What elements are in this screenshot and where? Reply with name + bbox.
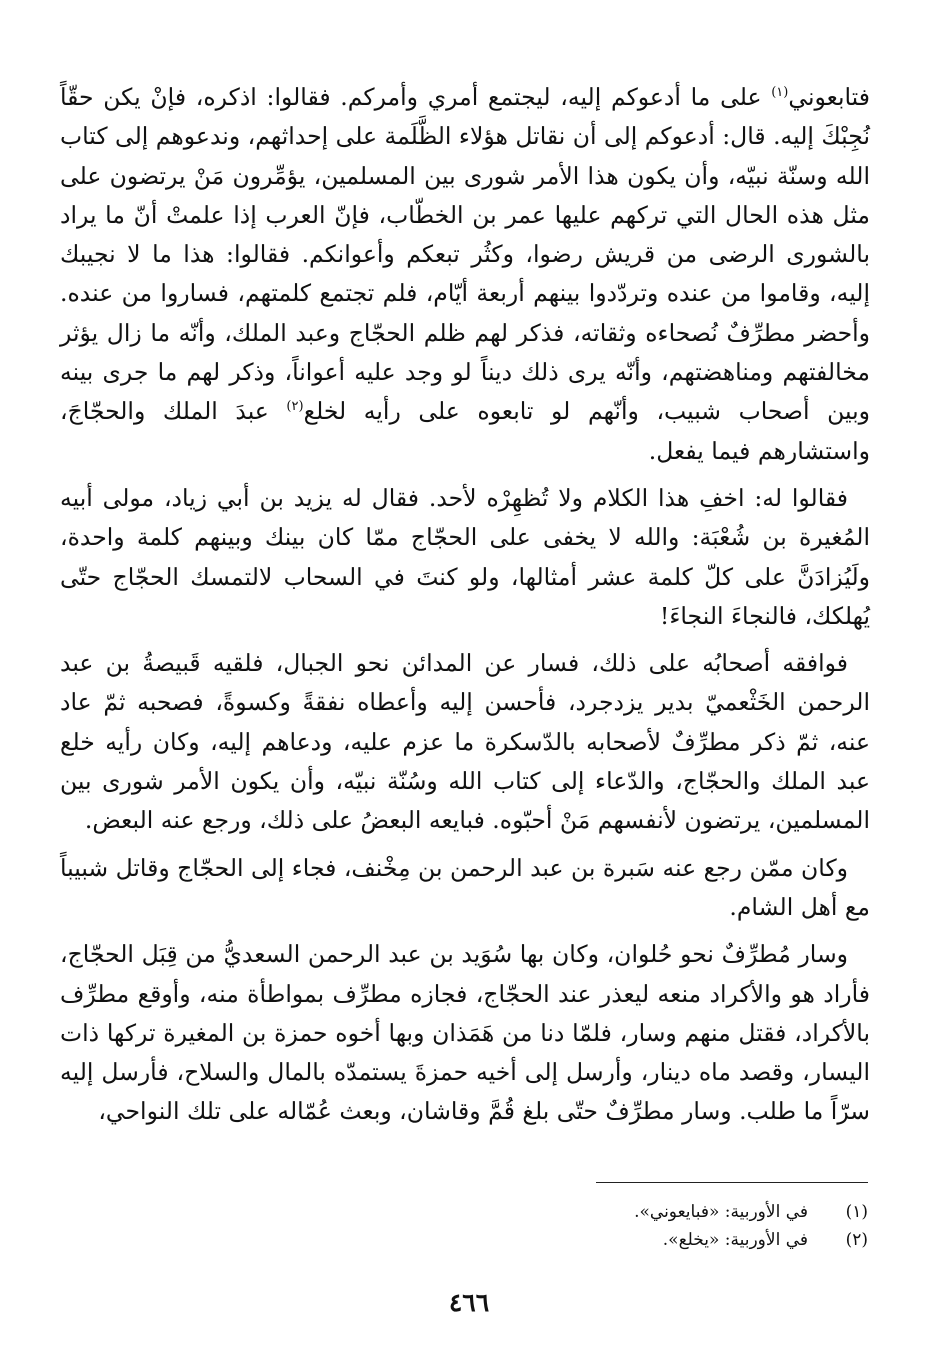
paragraph-1 [60, 78, 870, 471]
footnote-ref-1: (١) [771, 85, 789, 101]
paragraph-1-start: فتابعوني [788, 83, 870, 111]
paragraph-2: فقالوا له: اخفِ هذا الكلام ولا تُظهِرْه لأحد. فقال له يزيد بن أبي زياد، مولى أبيه المُغيرة بن شُعْبَة: والله لا يخفى على الحجّاج ممّا كان بينك وبينهم كلمة واحدة، ولَيُزادَنَّ على كلّ كلمة عشر أمثالها، ولو كنتَ في السحاب لالتمسك الحجّاج حتّى يُهلكك، فالنجاءَ النجاءَ! [60, 483, 870, 630]
page-body [60, 78, 870, 1132]
footnote-number: (٢) [845, 1230, 868, 1250]
footnote-number: (١) [845, 1202, 868, 1222]
footnote-text: في الأوربية: «يخلع». [662, 1230, 808, 1250]
paragraph-3: فوافقه أصحابُه على ذلك، فسار عن المدائن نحو الجبال، فلقيه قَبيصةُ بن عبد الرحمن الخَثْعميّ بدير يزدجرد، فأحسن إليه وأعطاه نفقةً وكسوةً، فصحبه ثمّ عاد عنه، ثمّ ذكر مطرِّفٌ لأصحابه بالدّسكرة ما عزم عليه، ودعاهم إليه، وكان رأيه خلع عبد الملك والحجّاج، والدّعاء إلى كتاب الله وسُنّة نبيّه، وأن يكون الأمر شورى بين المسلمين، يرتضون لأنفسهم مَنْ أحبّوه. فبايعه البعضُ على ذلك، ورجع عنه البعض. [60, 649, 870, 835]
paragraph-1-middle: على ما أدعوكم إليه، ليجتمع أمري وأمركم. فقالوا: اذكره، فإنْ يكن حقّاً نُجِبْكَ إليه. قال: أدعوكم إلى أن نقاتل هؤلاء الظَّلَمة على إحداثهم، وندعوهم إلى كتاب الله وسنّة نبيّه، وأن يكون هذا الأمر شورى بين المسلمين، يؤمِّرون مَنْ يرتضون على مثل هذه الحال التي تركهم عليها عمر بن الخطّاب، فإنّ العرب إذا علمتْ أنّ ما يراد بالشورى الرضى من قريش رضوا، وكثُر تبعكم وأعوانكم. فقالوا: هذا ما لا نجيبك إليه، وقاموا من عنده وتردّدوا بينهم أربعة أيّام، فلم تجتمع كلمتهم، فساروا من عنده. وأحضر مطرِّفٌ نُصحاءه وثقاته، فذكر لهم ظلم الحجّاج وعبد الملك، وأنّه ما زال يؤثر مخالفتهم ومناهضتهم، وأنّه يرى ذلك ديناً لو وجد عليه أعواناً، وذكر لهم ما جرى بينه وبين أصحاب شبيب، وأنّهم لو تابعوه على رأيه لخلع [59, 83, 870, 426]
paragraph-1-end: عبدَ الملك والحجّاجَ، واستشارهم فيما يفعل. [60, 397, 870, 465]
footnote-text: في الأوربية: «فبايعوني». [634, 1202, 808, 1222]
footnotes [368, 1198, 868, 1254]
paragraph-5: وسار مُطرِّفٌ نحو حُلوان، وكان بها سُوَيد بن عبد الرحمن السعديُّ من قِبَل الحجّاج، فأراد هو والأكراد منعه ليعذر عند الحجّاج، فجازه مطرِّف بمواطأة منه، وأوقع مطرِّف بالأكراد، فقتل منهم وسار، فلمّا دنا من هَمَذان وبها أخوه حمزة بن المغيرة تركها ذات اليسار، وقصد ماه دينار، وأرسل إلى أخيه حمزةَ يستمدّه بالمال والسلاح، فأرسل إليه سرّاً ما طلب. وسار مطرِّفٌ حتّى بلغ قُمَّ وقاشان، وبعث عُمّاله على تلك النواحي، [60, 940, 870, 1126]
footnote-separator [596, 1182, 868, 1183]
footnote-2 [368, 1226, 868, 1254]
paragraph-4: وكان ممّن رجع عنه سَبرة بن عبد الرحمن بن مِخْنف، فجاء إلى الحجّاج وقاتل شبيباً مع أهل الشام. [60, 853, 870, 921]
page-number: ٤٦٦ [448, 1288, 490, 1317]
footnote-ref-2: (٢) [286, 399, 304, 415]
footnote-1 [368, 1198, 868, 1226]
